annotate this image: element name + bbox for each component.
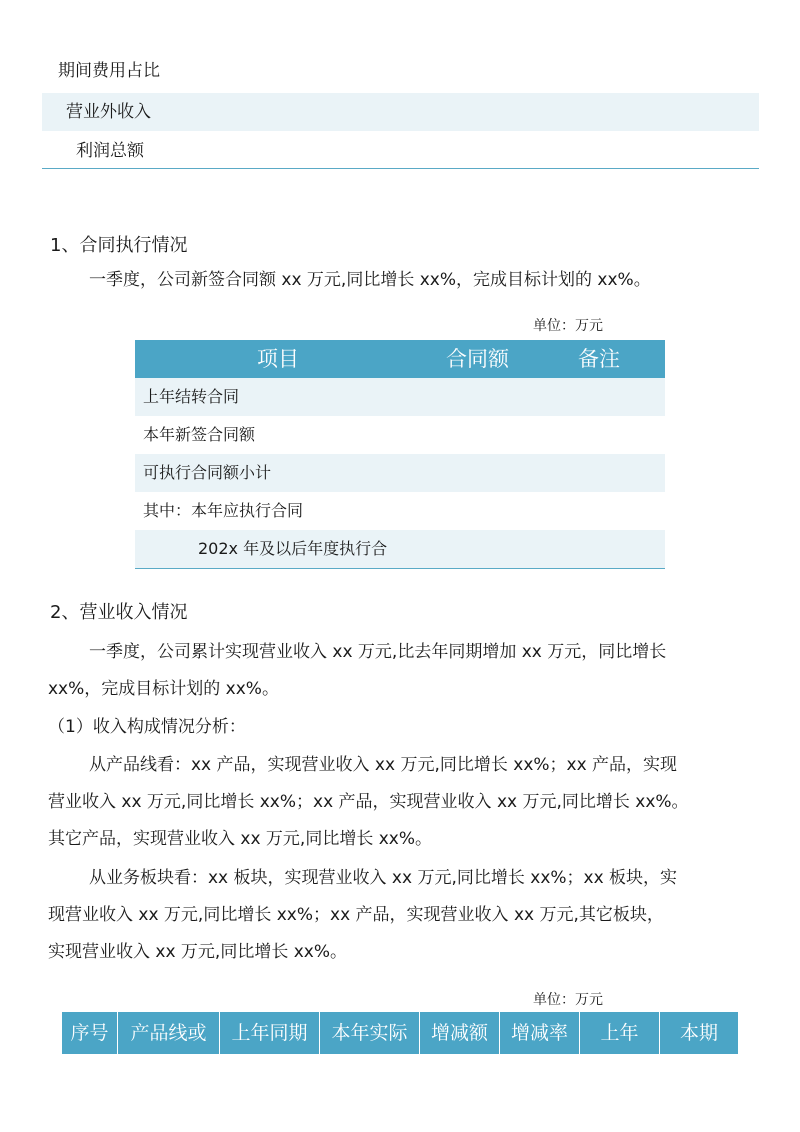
table-row: 本年新签合同额 (143, 425, 256, 444)
table-row: 可执行合同额小计 (135, 454, 665, 492)
header-cell-remark: 备注 (578, 347, 620, 371)
paragraph-line: 其它产品，实现营业收入 xx 万元,同比增长 xx%。 (48, 829, 433, 849)
header-cell: 本期 (679, 1022, 718, 1044)
header-cell: 本年实际 (320, 1012, 420, 1054)
paragraph-line: 从产品线看：xx 产品，实现营业收入 xx 万元,同比增长 xx%；xx 产品，实现 (89, 755, 678, 775)
table-row: 202x 年及以后年度执行合 (135, 530, 665, 568)
paragraph-line: 现营业收入 xx 万元,同比增长 xx%；xx 产品，实现营业收入 xx 万元,其它板块， (48, 905, 664, 925)
header-cell: 增减额 (420, 1012, 500, 1054)
row-label: 期间费用占比 (58, 61, 160, 81)
unit-label: 单位：万元 (533, 992, 603, 1008)
table-row: 上年结转合同 (135, 378, 665, 416)
paragraph-line: 一季度，公司累计实现营业收入 xx 万元,比去年同期增加 xx 万元，同比增长 (89, 642, 667, 662)
sub-heading: （1）收入构成情况分析： (48, 717, 246, 737)
paragraph-line: 营业收入 xx 万元,同比增长 xx%；xx 产品，实现营业收入 xx 万元,同比增长 xx%。 (48, 792, 689, 812)
paragraph-line: xx%，完成目标计划的 xx%。 (48, 679, 279, 699)
header-cell: 上年 (580, 1012, 660, 1054)
header-cell: 上年同期 (220, 1012, 320, 1054)
paragraph-line: 从业务板块看：xx 板块，实现营业收入 xx 万元,同比增长 xx%；xx 板块，实 (89, 868, 678, 888)
header-cell-item: 项目 (257, 347, 299, 371)
contract-table (135, 340, 665, 569)
section-heading-contract: 1、合同执行情况 (50, 235, 188, 256)
table-bottom-rule (42, 168, 759, 169)
top-table-row (42, 132, 759, 170)
table-bottom-rule (135, 568, 665, 569)
revenue-table-header (62, 1012, 738, 1054)
header-cell: 产品线或 (118, 1012, 220, 1054)
top-table-row (42, 93, 759, 131)
row-label: 营业外收入 (66, 102, 151, 122)
table-row: 其中：本年应执行合同 (143, 501, 304, 520)
header-cell: 序号 (62, 1012, 118, 1054)
paragraph: 一季度，公司新签合同额 xx 万元,同比增长 xx%，完成目标计划的 xx%。 (89, 270, 651, 290)
row-label: 利润总额 (76, 141, 144, 161)
section-heading-revenue: 2、营业收入情况 (50, 602, 188, 623)
paragraph-line: 实现营业收入 xx 万元,同比增长 xx%。 (48, 942, 348, 962)
top-table-row (42, 52, 759, 90)
header-cell-amount: 合同额 (446, 347, 509, 371)
unit-label: 单位：万元 (533, 318, 603, 334)
table-header (135, 340, 665, 378)
header-cell: 增减率 (500, 1012, 580, 1054)
